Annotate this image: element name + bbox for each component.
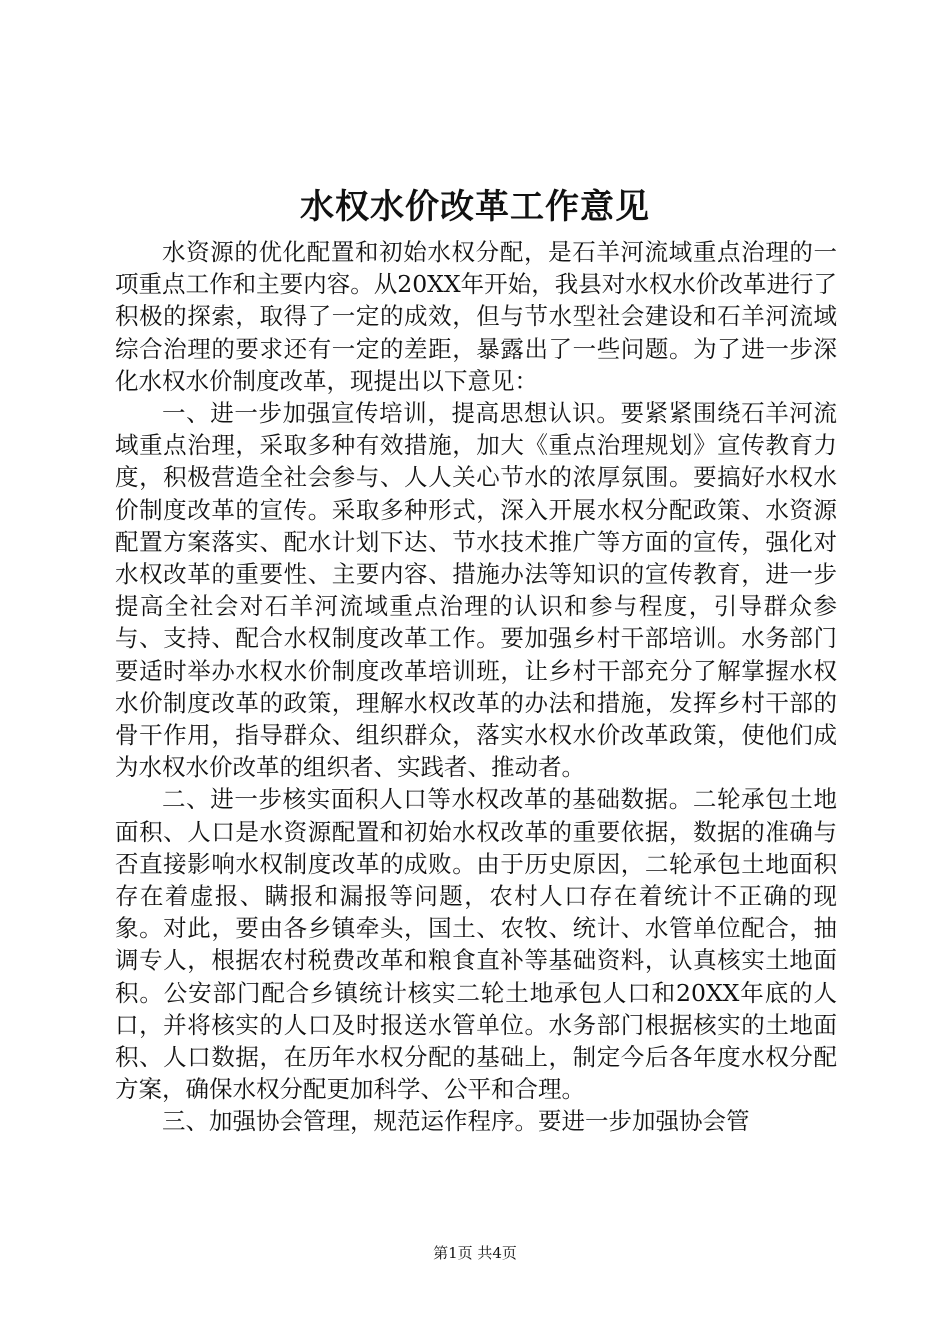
- document-title: 水权水价改革工作意见: [300, 187, 650, 227]
- paragraph-intro: 水资源的优化配置和初始水权分配，是石羊河流域重点治理的一项重点工作和主要内容。从20XX年开始，我县对水权水价改革进行了积极的探索，取得了一定的成效，但与节水型社会建设和石羊河流域综合治理的要求还有一定的差距，暴露出了一些问题。为了进一步深化水权水价制度改革，现提出以下意见：: [115, 238, 837, 395]
- paragraph-section-1: 一、进一步加强宣传培训，提高思想认识。要紧紧围绕石羊河流域重点治理，采取多种有效措施，加大《重点治理规划》宣传教育力度，积极营造全社会参与、人人关心节水的浓厚氛围。要搞好水权水价制度改革的宣传。采取多种形式，深入开展水权分配政策、水资源配置方案落实、配水计划下达、节水技术推广等方面的宣传，强化对水权改革的重要性、主要内容、措施办法等知识的宣传教育，进一步提高全社会对石羊河流域重点治理的认识和参与程度，引导群众参与、支持、配合水权制度改革工作。要加强乡村干部培训。水务部门要适时举办水权水价制度改革培训班，让乡村干部充分了解掌握水权水价制度改革的政策，理解水权改革的办法和措施，发挥乡村干部的骨干作用，指导群众、组织群众，落实水权水价改革政策，使他们成为水权水价改革的组织者、实践者、推动者。: [115, 399, 837, 782]
- page-number-footer: 第1页 共4页: [433, 1244, 517, 1262]
- paragraph-section-2: 二、进一步核实面积人口等水权改革的基础数据。二轮承包土地面积、人口是水资源配置和初始水权改革的重要依据，数据的准确与否直接影响水权制度改革的成败。由于历史原因，二轮承包土地面积存在着虚报、瞒报和漏报等问题，农村人口存在着统计不正确的现象。对此，要由各乡镇牵头，国土、农牧、统计、水管单位配合，抽调专人，根据农村税费改革和粮食直补等基础资料，认真核实土地面积。公安部门配合乡镇统计核实二轮土地承包人口和20XX年底的人口，并将核实的人口及时报送水管单位。水务部门根据核实的土地面积、人口数据，在历年水权分配的基础上，制定今后各年度水权分配方案，确保水权分配更加科学、公平和合理。: [115, 785, 837, 1104]
- paragraph-section-3: 三、加强协会管理，规范运作程序。要进一步加强协会管: [162, 1107, 750, 1136]
- document-body: [115, 236, 837, 1138]
